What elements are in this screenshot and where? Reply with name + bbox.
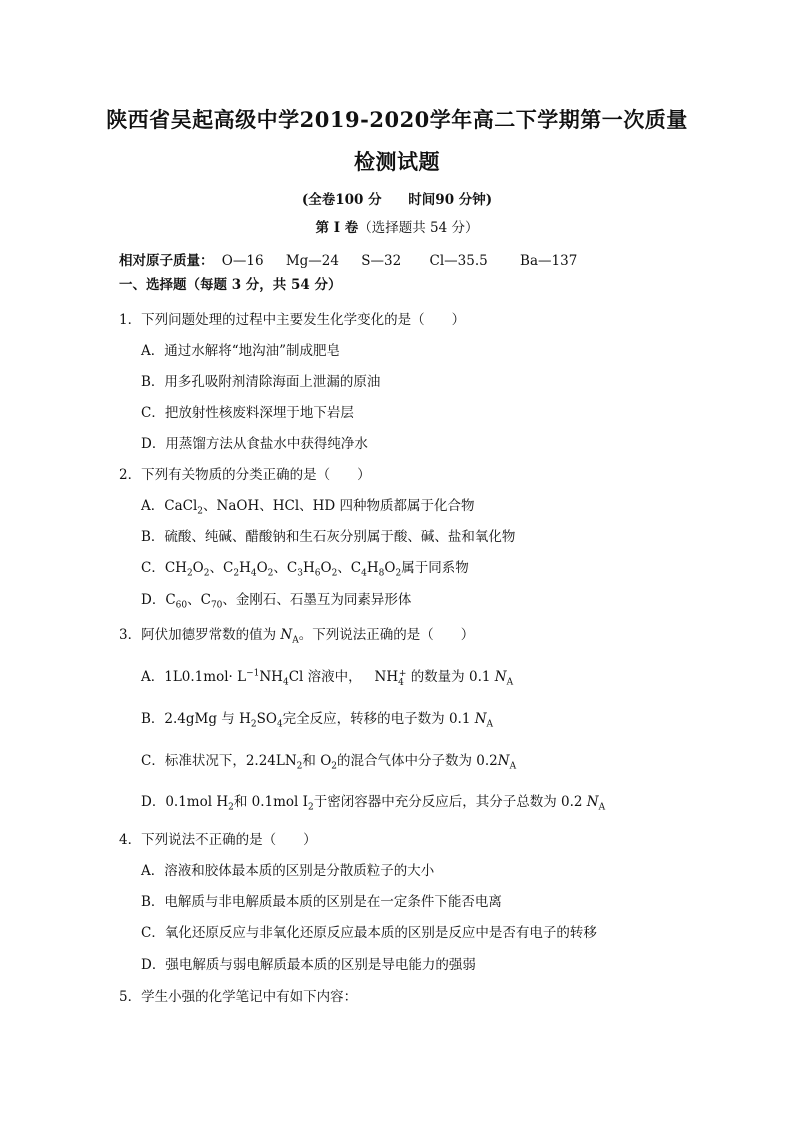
question-3-option-d: D．0.1mol $H_2$和 0.1mol $I_2$于密闭容器中充分反应后，其分子总数为 0.2 $N_A$	[141, 794, 606, 813]
question-1-stem: 1．下列问题处理的过程中主要发生化学变化的是（ ）	[119, 312, 466, 328]
section-heading: 一、选择题（每题 3 分，共 54 分）	[119, 277, 342, 293]
question-3-option-c: C．标准状况下，$2.24LN_2$和 $O_2$的混合气体中分子数为 $0.2N_A$	[141, 753, 517, 772]
question-1-option-c: C．把放射性核废料深埋于地下岩层	[141, 405, 354, 421]
atomic-mass-item: Ba—137	[520, 253, 578, 269]
part-desc: （选择题共 54 分）	[358, 220, 479, 236]
question-4-option-a: A．溶液和胶体最本质的区别是分散质粒子的大小	[141, 863, 435, 879]
question-4-stem: 4．下列说法不正确的是（ ）	[119, 832, 317, 848]
page-title-line2: 检测试题	[354, 149, 440, 174]
exam-time: 时间90 分钟)	[408, 192, 493, 208]
atomic-mass-item: O—16	[221, 253, 264, 269]
part-label: 第 I 卷	[315, 220, 359, 236]
question-3-stem: 3．阿伏加德罗常数的值为 $N_A$。下列说法正确的是（ ）	[119, 627, 475, 646]
question-1-option-d: D．用蒸馏方法从食盐水中获得纯净水	[141, 436, 368, 452]
atomic-mass-item: S—32	[361, 253, 402, 269]
question-3-option-a: A．$1L0.1mol\cdot L^{-1}NH_4Cl$ 溶液中， $NH_4^+$ 的数量为 0.1 $N_A$	[141, 668, 514, 688]
atomic-mass-item: Cl—35.5	[429, 253, 488, 269]
question-1-option-b: B．用多孔吸附剂清除海面上泄漏的原油	[141, 374, 381, 390]
atomic-mass-item: Mg—24	[285, 253, 339, 269]
question-4-option-d: D．强电解质与弱电解质最本质的区别是导电能力的强弱	[141, 957, 476, 973]
question-1-option-a: A．通过水解将“地沟油”制成肥皂	[141, 343, 341, 359]
question-2-stem: 2．下列有关物质的分类正确的是（ ）	[119, 467, 371, 483]
part-heading	[0, 216, 794, 236]
question-5-stem: 5．学生小强的化学笔记中有如下内容：	[119, 989, 358, 1005]
atomic-mass-line	[119, 249, 577, 269]
question-4-option-c: C．氧化还原反应与非氧化还原反应最本质的区别是反应中是否有电子的转移	[141, 925, 597, 941]
atomic-mass-label: 相对原子质量：	[119, 253, 214, 269]
question-4-option-b: B．电解质与非电解质最本质的区别是在一定条件下能否电离	[141, 894, 502, 910]
page-title: 陕西省吴起高级中学2019-2020学年高二下学期第一次质量	[106, 107, 688, 132]
question-2-option-c: C．$CH_2O_2$、$C_2H_4O_2$、$C_3H_6O_2$、$C_4H_8O_2$属于同系物	[141, 560, 469, 579]
exam-info	[0, 188, 794, 208]
exam-score: (全卷100 分	[301, 192, 382, 208]
question-2-option-a: A．CaCl$_2$、NaOH、HCl、HD 四种物质都属于化合物	[141, 498, 475, 517]
question-2-option-b: B．硫酸、纯碱、醋酸钠和生石灰分别属于酸、碱、盐和氧化物	[141, 529, 516, 545]
question-3-option-b: B．2.4gMg 与 $H_2SO_4$完全反应，转移的电子数为 0.1 $N_A$	[141, 711, 494, 730]
question-2-option-d: D．$C_{60}$、$C_{70}$、金刚石、石墨互为同素异形体	[141, 592, 412, 611]
